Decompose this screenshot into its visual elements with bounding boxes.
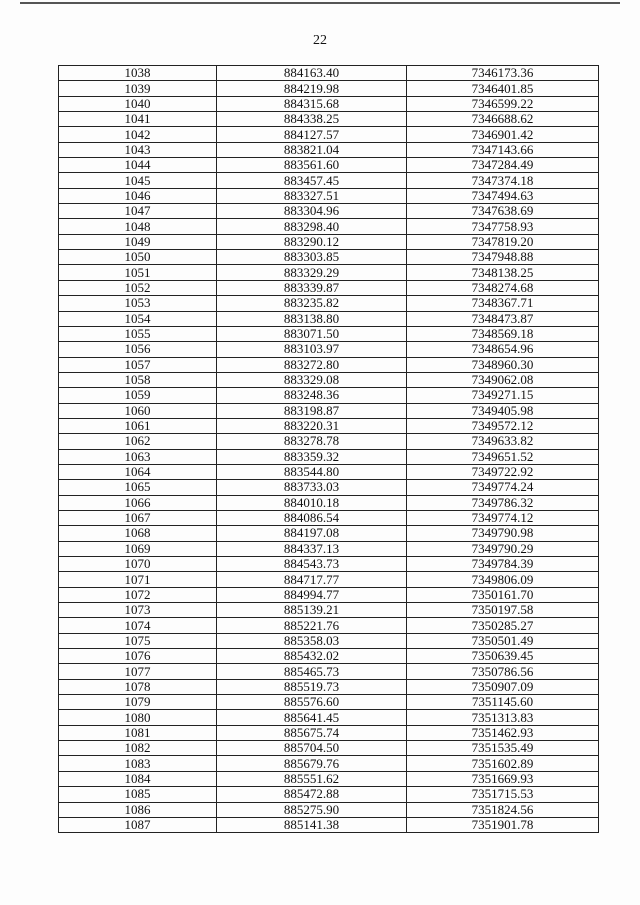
table-row [59,434,599,449]
x-coordinate-cell: 883220.31 [217,418,407,433]
x-coordinate-cell: 883304.96 [217,204,407,219]
table-row [59,265,599,280]
x-coordinate-cell: 883138.80 [217,311,407,326]
table-row [59,158,599,173]
x-coordinate-cell: 883235.82 [217,296,407,311]
y-coordinate-cell: 7350907.09 [407,679,599,694]
table-row [59,418,599,433]
x-coordinate-cell: 885465.73 [217,664,407,679]
y-coordinate-cell: 7348367.71 [407,296,599,311]
y-coordinate-cell: 7349633.82 [407,434,599,449]
point-number-cell: 1038 [59,66,217,81]
y-coordinate-cell: 7347494.63 [407,188,599,203]
y-coordinate-cell: 7351535.49 [407,741,599,756]
x-coordinate-cell: 883329.29 [217,265,407,280]
table-row [59,510,599,525]
point-number-cell: 1064 [59,464,217,479]
x-coordinate-cell: 883457.45 [217,173,407,188]
y-coordinate-cell: 7347758.93 [407,219,599,234]
y-coordinate-cell: 7351602.89 [407,756,599,771]
table-row [59,403,599,418]
x-coordinate-cell: 883544.80 [217,464,407,479]
table-row [59,695,599,710]
table-row [59,296,599,311]
y-coordinate-cell: 7351715.53 [407,787,599,802]
point-number-cell: 1056 [59,342,217,357]
point-number-cell: 1052 [59,280,217,295]
table-row [59,464,599,479]
x-coordinate-cell: 883821.04 [217,142,407,157]
point-number-cell: 1080 [59,710,217,725]
x-coordinate-cell: 883278.78 [217,434,407,449]
y-coordinate-cell: 7351669.93 [407,771,599,786]
x-coordinate-cell: 885679.76 [217,756,407,771]
point-number-cell: 1048 [59,219,217,234]
table-row [59,710,599,725]
point-number-cell: 1063 [59,449,217,464]
table-row [59,633,599,648]
x-coordinate-cell: 884337.13 [217,541,407,556]
y-coordinate-cell: 7348569.18 [407,326,599,341]
y-coordinate-cell: 7351901.78 [407,817,599,832]
point-number-cell: 1054 [59,311,217,326]
x-coordinate-cell: 883733.03 [217,480,407,495]
point-number-cell: 1066 [59,495,217,510]
x-coordinate-cell: 883327.51 [217,188,407,203]
table-row [59,449,599,464]
y-coordinate-cell: 7347819.20 [407,234,599,249]
table-row [59,127,599,142]
page-number: 22 [313,33,327,48]
point-number-cell: 1087 [59,817,217,832]
table-row [59,495,599,510]
point-number-cell: 1075 [59,633,217,648]
x-coordinate-cell: 885675.74 [217,725,407,740]
table-row [59,572,599,587]
x-coordinate-cell: 885519.73 [217,679,407,694]
point-number-cell: 1046 [59,188,217,203]
point-number-cell: 1086 [59,802,217,817]
y-coordinate-cell: 7348138.25 [407,265,599,280]
table-row [59,96,599,111]
y-coordinate-cell: 7348960.30 [407,357,599,372]
table-row [59,188,599,203]
x-coordinate-cell: 883303.85 [217,250,407,265]
top-border-line [20,2,620,4]
y-coordinate-cell: 7351462.93 [407,725,599,740]
y-coordinate-cell: 7349790.98 [407,526,599,541]
point-number-cell: 1057 [59,357,217,372]
y-coordinate-cell: 7349774.12 [407,510,599,525]
x-coordinate-cell: 884994.77 [217,587,407,602]
table-row [59,802,599,817]
y-coordinate-cell: 7349271.15 [407,388,599,403]
point-number-cell: 1071 [59,572,217,587]
point-number-cell: 1068 [59,526,217,541]
y-coordinate-cell: 7349722.92 [407,464,599,479]
point-number-cell: 1073 [59,603,217,618]
table-row [59,741,599,756]
y-coordinate-cell: 7350639.45 [407,649,599,664]
point-number-cell: 1069 [59,541,217,556]
y-coordinate-cell: 7346599.22 [407,96,599,111]
y-coordinate-cell: 7347638.69 [407,204,599,219]
y-coordinate-cell: 7347143.66 [407,142,599,157]
x-coordinate-cell: 885221.76 [217,618,407,633]
x-coordinate-cell: 884219.98 [217,81,407,96]
y-coordinate-cell: 7348654.96 [407,342,599,357]
point-number-cell: 1053 [59,296,217,311]
y-coordinate-cell: 7350197.58 [407,603,599,618]
y-coordinate-cell: 7350501.49 [407,633,599,648]
y-coordinate-cell: 7347948.88 [407,250,599,265]
point-number-cell: 1042 [59,127,217,142]
point-number-cell: 1043 [59,142,217,157]
table-row [59,173,599,188]
x-coordinate-cell: 883103.97 [217,342,407,357]
point-number-cell: 1065 [59,480,217,495]
point-number-cell: 1078 [59,679,217,694]
y-coordinate-cell: 7349806.09 [407,572,599,587]
point-number-cell: 1058 [59,372,217,387]
point-number-cell: 1083 [59,756,217,771]
table-row [59,649,599,664]
x-coordinate-cell: 883359.32 [217,449,407,464]
point-number-cell: 1047 [59,204,217,219]
point-number-cell: 1060 [59,403,217,418]
table-row [59,541,599,556]
table-row [59,112,599,127]
table-row [59,787,599,802]
x-coordinate-cell: 885551.62 [217,771,407,786]
point-number-cell: 1081 [59,725,217,740]
x-coordinate-cell: 885704.50 [217,741,407,756]
y-coordinate-cell: 7347284.49 [407,158,599,173]
x-coordinate-cell: 884197.08 [217,526,407,541]
x-coordinate-cell: 883290.12 [217,234,407,249]
table-row [59,280,599,295]
point-number-cell: 1076 [59,649,217,664]
table-row [59,250,599,265]
x-coordinate-cell: 883198.87 [217,403,407,418]
point-number-cell: 1072 [59,587,217,602]
x-coordinate-cell: 883329.08 [217,372,407,387]
x-coordinate-cell: 884127.57 [217,127,407,142]
point-number-cell: 1044 [59,158,217,173]
y-coordinate-cell: 7346401.85 [407,81,599,96]
point-number-cell: 1067 [59,510,217,525]
x-coordinate-cell: 883248.36 [217,388,407,403]
point-number-cell: 1077 [59,664,217,679]
point-number-cell: 1084 [59,771,217,786]
table-row [59,526,599,541]
table-row [59,219,599,234]
x-coordinate-cell: 885358.03 [217,633,407,648]
x-coordinate-cell: 884163.40 [217,66,407,81]
table-row [59,587,599,602]
point-number-cell: 1061 [59,418,217,433]
x-coordinate-cell: 884086.54 [217,510,407,525]
table-row [59,756,599,771]
table-row [59,725,599,740]
x-coordinate-cell: 883339.87 [217,280,407,295]
table-row [59,557,599,572]
y-coordinate-cell: 7350786.56 [407,664,599,679]
y-coordinate-cell: 7349786.32 [407,495,599,510]
table-row [59,204,599,219]
y-coordinate-cell: 7351313.83 [407,710,599,725]
y-coordinate-cell: 7351824.56 [407,802,599,817]
coordinates-table [58,65,599,833]
y-coordinate-cell: 7349651.52 [407,449,599,464]
x-coordinate-cell: 883561.60 [217,158,407,173]
y-coordinate-cell: 7349774.24 [407,480,599,495]
coordinates-table-body [59,66,599,833]
table-row [59,372,599,387]
point-number-cell: 1055 [59,326,217,341]
x-coordinate-cell: 884338.25 [217,112,407,127]
table-row [59,66,599,81]
table-row [59,664,599,679]
point-number-cell: 1045 [59,173,217,188]
table-row [59,311,599,326]
point-number-cell: 1041 [59,112,217,127]
x-coordinate-cell: 885472.88 [217,787,407,802]
x-coordinate-cell: 885641.45 [217,710,407,725]
table-row [59,771,599,786]
x-coordinate-cell: 883071.50 [217,326,407,341]
table-row [59,357,599,372]
x-coordinate-cell: 884315.68 [217,96,407,111]
table-row [59,388,599,403]
y-coordinate-cell: 7350161.70 [407,587,599,602]
y-coordinate-cell: 7347374.18 [407,173,599,188]
x-coordinate-cell: 883272.80 [217,357,407,372]
table-row [59,81,599,96]
x-coordinate-cell: 885275.90 [217,802,407,817]
y-coordinate-cell: 7349062.08 [407,372,599,387]
x-coordinate-cell: 885141.38 [217,817,407,832]
point-number-cell: 1050 [59,250,217,265]
y-coordinate-cell: 7346173.36 [407,66,599,81]
y-coordinate-cell: 7349790.29 [407,541,599,556]
x-coordinate-cell: 884717.77 [217,572,407,587]
y-coordinate-cell: 7351145.60 [407,695,599,710]
x-coordinate-cell: 885139.21 [217,603,407,618]
y-coordinate-cell: 7349405.98 [407,403,599,418]
y-coordinate-cell: 7348473.87 [407,311,599,326]
table-row [59,679,599,694]
point-number-cell: 1049 [59,234,217,249]
y-coordinate-cell: 7348274.68 [407,280,599,295]
point-number-cell: 1059 [59,388,217,403]
table-row [59,603,599,618]
point-number-cell: 1039 [59,81,217,96]
table-row [59,480,599,495]
table-row [59,618,599,633]
x-coordinate-cell: 884010.18 [217,495,407,510]
x-coordinate-cell: 884543.73 [217,557,407,572]
point-number-cell: 1062 [59,434,217,449]
table-row [59,817,599,832]
y-coordinate-cell: 7349784.39 [407,557,599,572]
y-coordinate-cell: 7350285.27 [407,618,599,633]
point-number-cell: 1040 [59,96,217,111]
table-row [59,234,599,249]
table-row [59,326,599,341]
x-coordinate-cell: 885432.02 [217,649,407,664]
table-row [59,142,599,157]
point-number-cell: 1074 [59,618,217,633]
x-coordinate-cell: 883298.40 [217,219,407,234]
point-number-cell: 1070 [59,557,217,572]
y-coordinate-cell: 7349572.12 [407,418,599,433]
point-number-cell: 1079 [59,695,217,710]
y-coordinate-cell: 7346901.42 [407,127,599,142]
x-coordinate-cell: 885576.60 [217,695,407,710]
point-number-cell: 1085 [59,787,217,802]
table-row [59,342,599,357]
point-number-cell: 1051 [59,265,217,280]
y-coordinate-cell: 7346688.62 [407,112,599,127]
point-number-cell: 1082 [59,741,217,756]
